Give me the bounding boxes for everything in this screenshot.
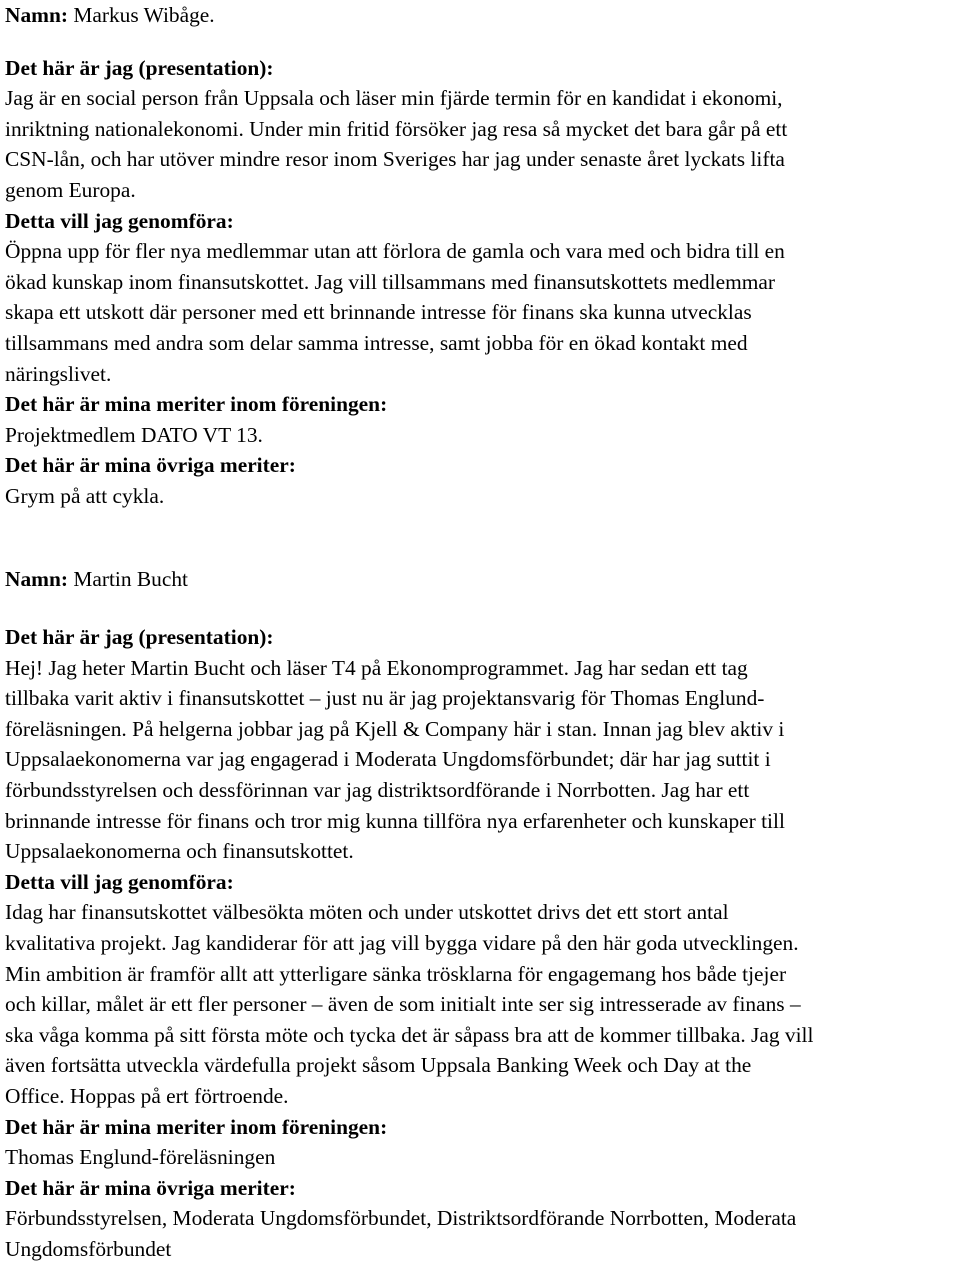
presentation-line: inriktning nationalekonomi. Under min fritid försöker jag resa så mycket det bara går på ett bbox=[5, 116, 788, 141]
merits-other-section bbox=[5, 450, 957, 511]
spacer bbox=[5, 512, 957, 564]
goals-line: Öppna upp för fler nya medlemmar utan att förlora de gamla och vara med och bidra till en bbox=[5, 239, 785, 264]
goals-heading: Detta vill jag genomföra: bbox=[5, 208, 234, 233]
presentation-line: Jag är en social person från Uppsala och läser min fjärde termin för en kandidat i ekonomi, bbox=[5, 86, 783, 111]
name-line bbox=[5, 564, 957, 595]
presentation-section bbox=[5, 622, 957, 867]
merits-association-line: Projektmedlem DATO VT 13. bbox=[5, 422, 263, 447]
goals-line: Office. Hoppas på ert förtroende. bbox=[5, 1084, 289, 1108]
presentation-line: brinnande intresse för finans och tror mig kunna tillföra nya erfarenheter och kunskaper till bbox=[5, 808, 785, 833]
name-line bbox=[5, 0, 957, 31]
goals-line: även fortsätta utveckla värdefulla projekt såsom Uppsala Banking Week och Day at the bbox=[5, 1053, 752, 1078]
presentation-line: tillbaka varit aktiv i finansutskottet – just nu är jag projektansvarig för Thomas Englund- bbox=[5, 686, 765, 711]
presentation-line: CSN-lån, och har utöver mindre resor inom Sveriges har jag under senaste året lyckats lifta bbox=[5, 147, 785, 172]
presentation-section bbox=[5, 53, 957, 206]
goals-line: Idag har finansutskottet välbesökta möten och under utskottet drivs det ett stort antal bbox=[5, 900, 729, 925]
candidate-name: Martin Bucht bbox=[67, 566, 188, 591]
merits-association-heading: Det här är mina meriter inom föreningen: bbox=[5, 1114, 388, 1139]
presentation-line: förbundsstyrelsen och dessförinnan var jag distriktsordförande i Norrbotten. Jag har ett bbox=[5, 778, 750, 803]
merits-other-line: Grym på att cykla. bbox=[5, 483, 165, 508]
merits-other-line: Ungdomsförbundet bbox=[5, 1236, 172, 1261]
goals-line: skapa ett utskott där personer med ett brinnande intresse för finans ska kunna utvecklas bbox=[5, 300, 752, 325]
name-label: Namn: bbox=[5, 566, 68, 591]
spacer bbox=[5, 594, 957, 622]
presentation-heading: Det här är jag (presentation): bbox=[5, 625, 274, 650]
goals-line: näringslivet. bbox=[5, 361, 112, 386]
merits-association-line: Thomas Englund-föreläsningen bbox=[5, 1145, 276, 1170]
merits-association-section bbox=[5, 389, 957, 450]
goals-line: Min ambition är framför allt att ytterligare sänka trösklarna för engagemang hos både tjejer bbox=[5, 961, 787, 986]
merits-other-heading: Det här är mina övriga meriter: bbox=[5, 453, 296, 478]
merits-other-line: Förbundsstyrelsen, Moderata Ungdomsförbundet, Distriktsordförande Norrbotten, Moderata bbox=[5, 1206, 797, 1231]
merits-association-section bbox=[5, 1112, 957, 1173]
merits-association-heading: Det här är mina meriter inom föreningen: bbox=[5, 392, 388, 417]
spacer bbox=[5, 31, 957, 53]
candidate-name: Markus Wibåge. bbox=[67, 3, 215, 27]
goals-section bbox=[5, 206, 957, 390]
document-page bbox=[5, 0, 957, 1265]
merits-other-heading: Det här är mina övriga meriter: bbox=[5, 1175, 296, 1200]
presentation-line: Hej! Jag heter Martin Bucht och läser T4 på Ekonomprogrammet. Jag har sedan ett tag bbox=[5, 655, 748, 680]
candidate-profile bbox=[5, 0, 957, 512]
goals-line: ökad kunskap inom finansutskottet. Jag vill tillsammans med finansutskottets medlemmar bbox=[5, 269, 775, 294]
presentation-heading: Det här är jag (presentation): bbox=[5, 55, 274, 80]
presentation-line: Uppsalaekonomerna var jag engagerad i Moderata Ungdomsförbundet; där har jag suttit i bbox=[5, 747, 771, 772]
goals-section bbox=[5, 867, 957, 1112]
presentation-line: föreläsningen. På helgerna jobbar jag på Kjell & Company här i stan. Innan jag blev aktiv i bbox=[5, 716, 785, 741]
name-label: Namn: bbox=[5, 3, 68, 27]
goals-line: kvalitativa projekt. Jag kandiderar för att jag vill bygga vidare på den här goda utvecklingen. bbox=[5, 931, 799, 956]
goals-line: och killar, målet är ett fler personer – även de som initialt inte ser sig intresserade av finans – bbox=[5, 992, 801, 1017]
goals-line: ska våga komma på sitt första möte och tycka det är såpass bra att de kommer tillbaka. Jag vill bbox=[5, 1022, 814, 1047]
goals-heading: Detta vill jag genomföra: bbox=[5, 869, 234, 894]
merits-other-section bbox=[5, 1173, 957, 1265]
presentation-line: genom Europa. bbox=[5, 177, 136, 202]
presentation-line: Uppsalaekonomerna och finansutskottet. bbox=[5, 839, 354, 864]
goals-line: tillsammans med andra som delar samma intresse, samt jobba för en ökad kontakt med bbox=[5, 330, 748, 355]
candidate-profile bbox=[5, 564, 957, 1265]
